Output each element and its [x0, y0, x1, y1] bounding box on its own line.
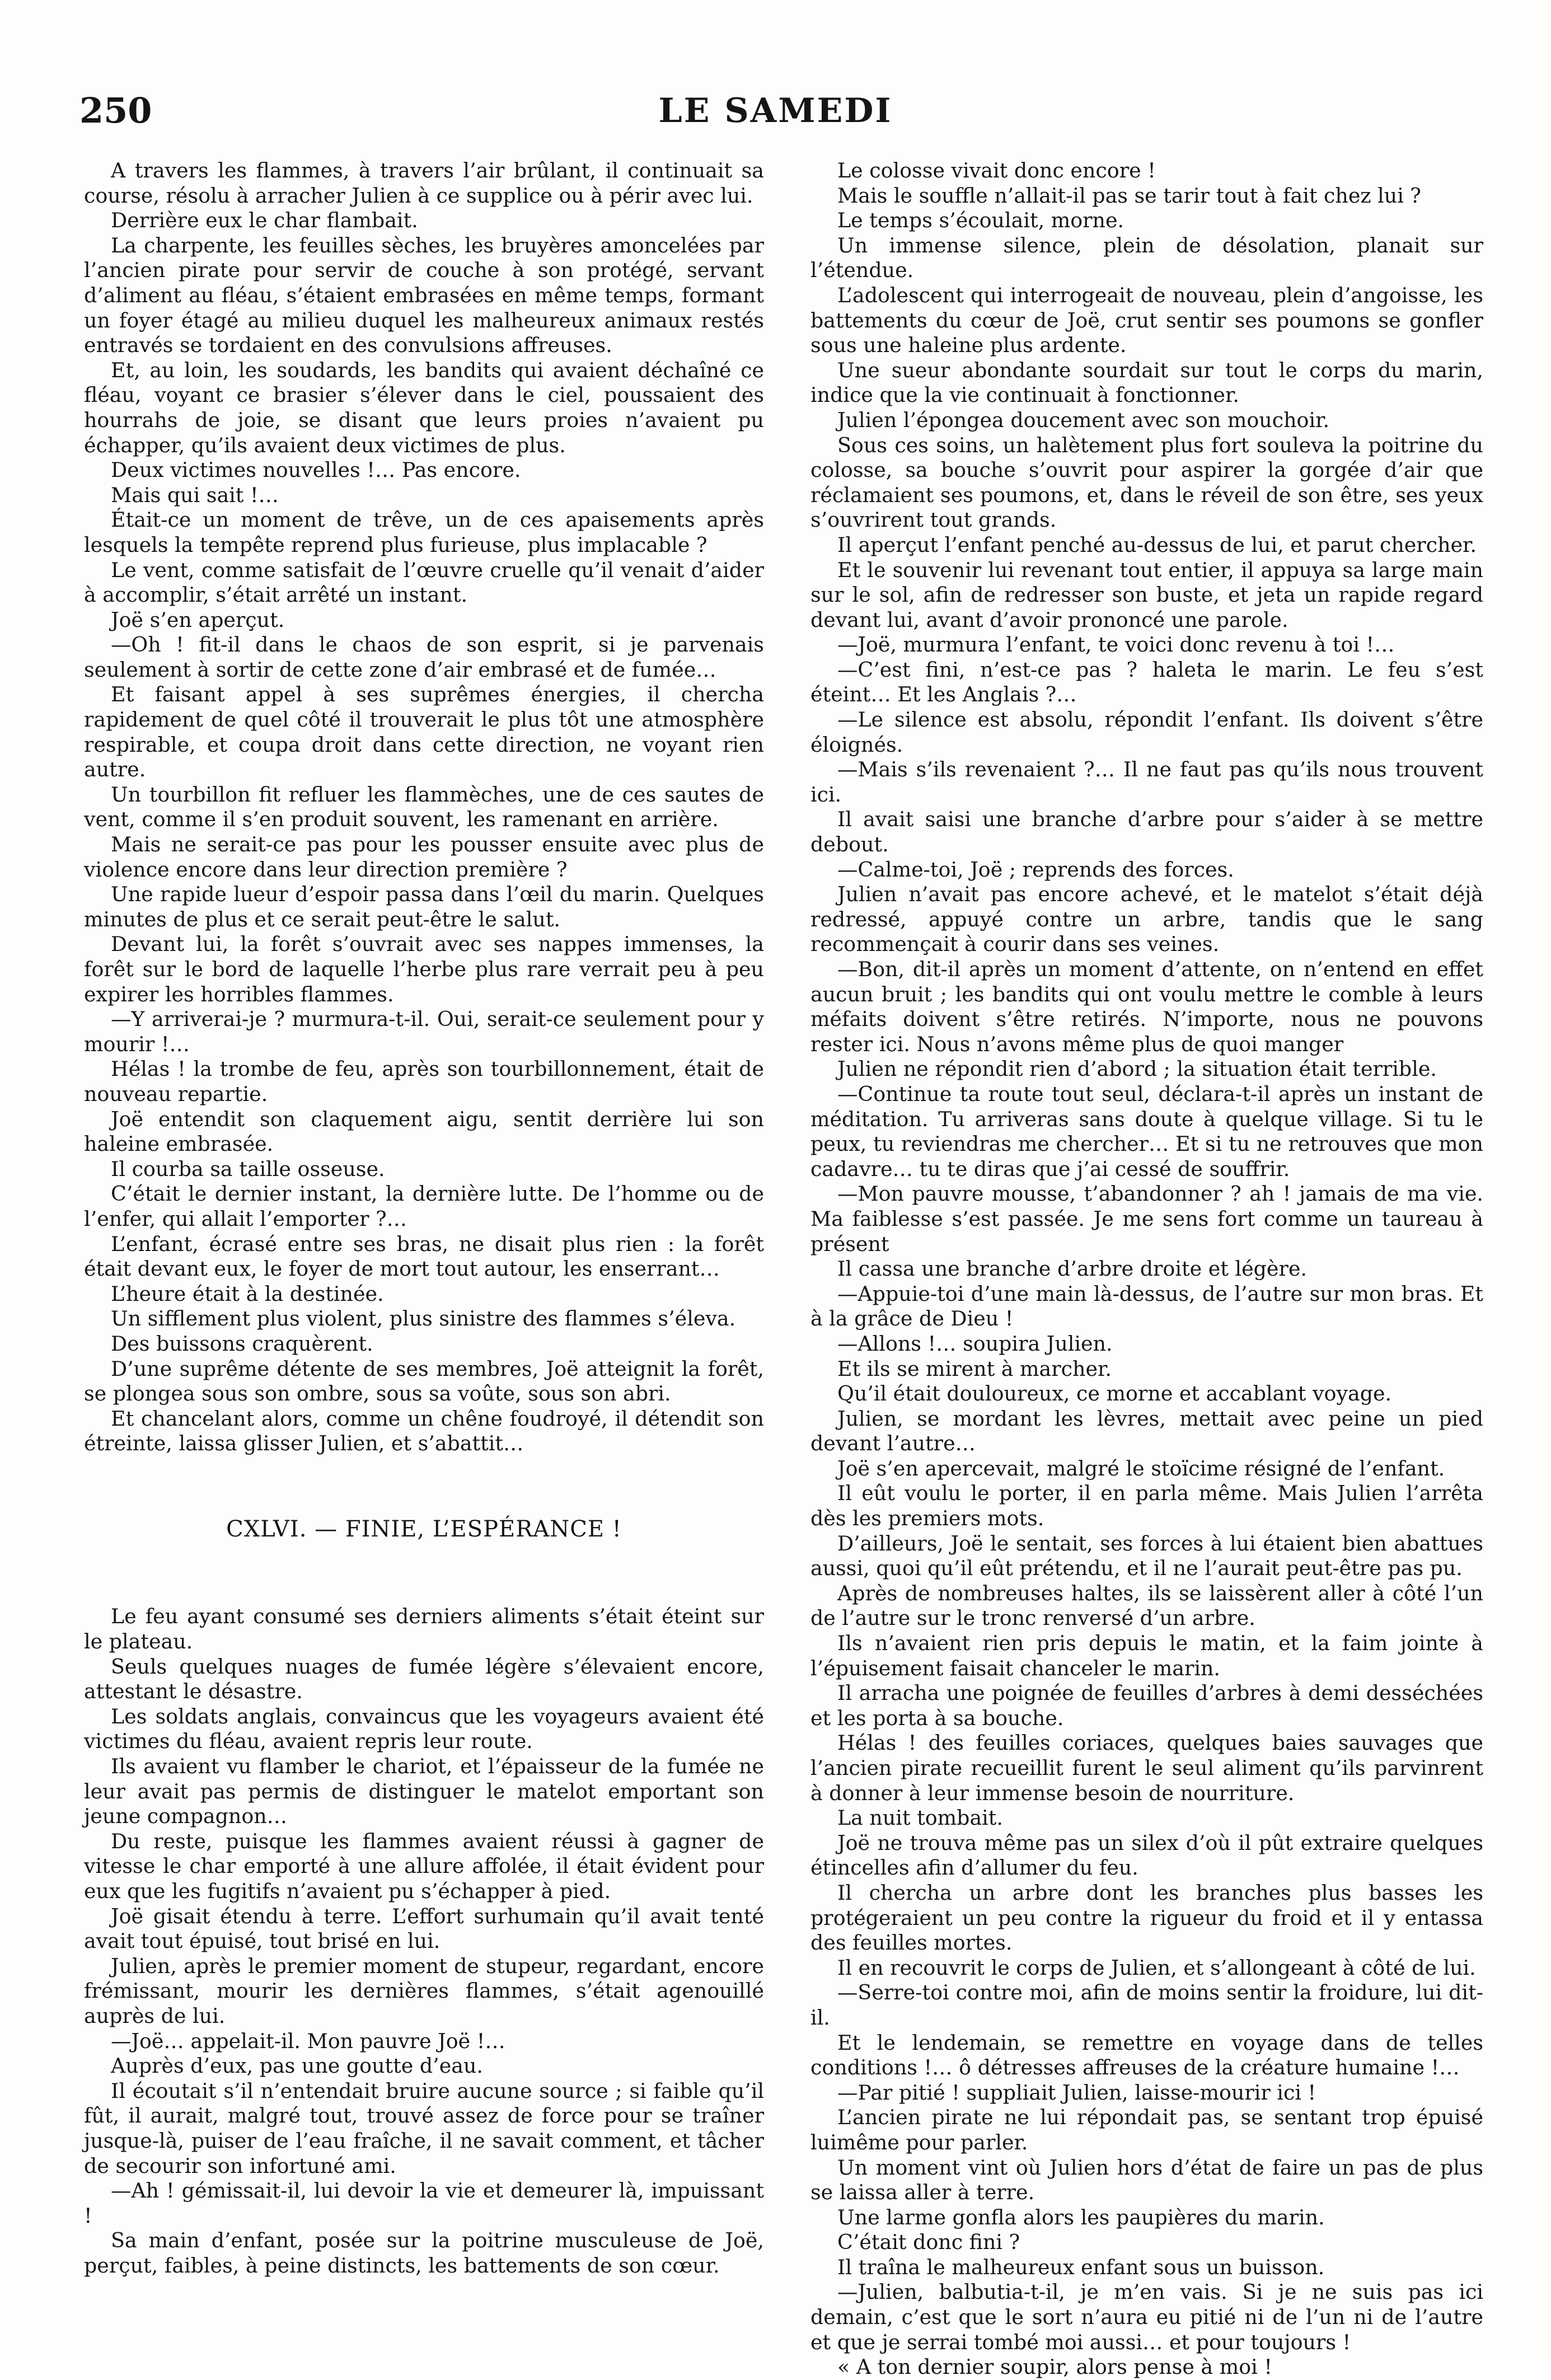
paragraph: Le colosse vivait donc encore ! [837, 158, 1156, 182]
paragraph: —Appuie-toi d’une main là-dessus, de l’autre sur mon bras. Et à la grâce de Dieu ! [810, 1281, 1483, 1331]
paragraph: La charpente, les feuilles sèches, les bruyères amoncelées par l’ancien pirate pour servir de couche à son protégé, servant d’aliment au fléau, s’étaient embrasées en même temps, formant un foyer étagé au milieu duquel les malheureux animaux restés entravés se tordaient en des convulsions affreuses. [84, 233, 764, 358]
chapter-heading: CXLVI. — FINIE, L’ESPÉRANCE ! [226, 1516, 622, 1542]
paragraph: Joë ne trouva même pas un silex d’où il pût extraire quelques étincelles afin d’allumer du feu. [810, 1830, 1483, 1880]
paragraph: Julien n’avait pas encore achevé, et le matelot s’était déjà redressé, appuyé contre un arbre, tandis que le sang recommençait à courir dans ses veines. [810, 882, 1483, 957]
right-column-body [810, 158, 1483, 2380]
left-column-body-top [84, 158, 764, 1456]
paragraph: —Bon, dit-il après un moment d’attente, on n’entend en effet aucun bruit ; les bandits qui ont voulu mettre le comble à leurs méfaits doivent s’être retirés. N’importe, nous ne pouvons rester ici. Nous n’avons même plus de quoi manger [810, 957, 1483, 1056]
paragraph: Et le souvenir lui revenant tout entier, il appuya sa large main sur le sol, afin de redresser son buste, et jeta un rapide regard devant lui, avant d’avoir prononcé une parole. [810, 557, 1483, 632]
paragraph: D’ailleurs, Joë le sentait, ses forces à lui étaient bien abattues aussi, quoi qu’il eût prétendu, et il ne l’aurait peut-être pas pu. [810, 1531, 1483, 1581]
paragraph: —Y arriverai-je ? murmura-t-il. Oui, serait-ce seulement pour y mourir !… [84, 1007, 764, 1056]
paragraph: Derrière eux le char flambait. [111, 208, 418, 233]
paragraph: —Par pitié ! suppliait Julien, laisse-mourir ici ! [837, 2080, 1316, 2105]
paragraph: Qu’il était douloureux, ce morne et accablant voyage. [837, 1381, 1392, 1406]
paragraph: Le temps s’écoulait, morne. [837, 208, 1124, 233]
paragraph: —C’est fini, n’est-ce pas ? haleta le marin. Le feu s’est éteint… Et les Anglais ?… [810, 657, 1483, 707]
paragraph: Devant lui, la forêt s’ouvrait avec ses nappes immenses, la forêt sur le bord de laquelle l’herbe plus rare verrait peu à peu expirer les horribles flammes. [84, 932, 764, 1006]
paragraph: Il aperçut l’enfant penché au-dessus de lui, et parut chercher. [837, 532, 1477, 557]
paragraph: —Continue ta route tout seul, déclara-t-il après un instant de méditation. Tu arriveras sans doute à quelque village. Si tu le peux, tu reviendras me chercher… Et si tu ne retrouves que mon cadavre… tu te diras que j’ai cessé de souffrir. [810, 1081, 1483, 1181]
paragraph: Joë gisait étendu à terre. L’effort surhumain qu’il avait tenté avait tout épuisé, tout brisé en lui. [84, 1904, 764, 1953]
paragraph: Joë s’en aperçut. [111, 607, 285, 632]
paragraph: Ils avaient vu flamber le chariot, et l’épaisseur de la fumée ne leur avait pas permis de distinguer le matelot emportant son jeune compagnon… [84, 1754, 764, 1829]
paragraph: —Joë, murmura l’enfant, te voici donc revenu à toi !… [837, 633, 1395, 657]
paragraph: Des buissons craquèrent. [111, 1331, 373, 1356]
paragraph: Sous ces soins, un halètement plus fort souleva la poitrine du colosse, sa bouche s’ouvrit pour aspirer la gorgée d’air que réclamaient ses poumons, et, dans le réveil de son être, ses yeux s’ouvrirent tout grands. [810, 433, 1483, 532]
paragraph: Et faisant appel à ses suprêmes énergies, il chercha rapidement de quel côté il trouverait le plus tôt une atmosphère respirable, et coupa droit dans cette direction, ne voyant rien autre. [84, 682, 764, 782]
page-number: 250 [79, 90, 152, 131]
paragraph: —Ah ! gémissait-il, lui devoir la vie et demeurer là, impuissant ! [84, 2178, 764, 2228]
paragraph: Il chercha un arbre dont les branches plus basses les protégeraient un peu contre la rigueur du froid et il y entassa des feuilles mortes. [810, 1880, 1483, 1955]
paragraph: Sa main d’enfant, posée sur la poitrine musculeuse de Joë, perçut, faibles, à peine distincts, les battements de son cœur. [84, 2228, 764, 2278]
paragraph: Il écoutait s’il n’entendait bruire aucune source ; si faible qu’il fût, il aurait, malgré tout, trouvé assez de force pour se traîner jusque-là, puiser de l’eau fraîche, il ne savait comment, et tâcher de secourir son infortuné ami. [84, 2078, 764, 2178]
paragraph: Un immense silence, plein de désolation, planait sur l’étendue. [810, 233, 1483, 283]
paragraph: —Joë… appelait-il. Mon pauvre Joë !… [111, 2028, 505, 2053]
left-column-body-bottom [84, 1604, 764, 2278]
running-title: LE SAMEDI [658, 91, 893, 130]
paragraph: Et ils se mirent à marcher. [837, 1356, 1112, 1381]
paragraph: Mais qui sait !… [111, 482, 279, 507]
paragraph: —Oh ! fit-il dans le chaos de son esprit, si je parvenais seulement à sortir de cette zone d’air embrasé et de fumée… [84, 633, 764, 682]
paragraph: L’ancien pirate ne lui répondait pas, se sentant trop épuisé luimême pour parler. [810, 2105, 1483, 2154]
left-column [84, 158, 764, 2279]
right-column [810, 158, 1483, 2380]
paragraph: Un tourbillon fit refluer les flammèches, une de ces sautes de vent, comme il s’en produit souvent, les ramenant en arrière. [84, 782, 764, 832]
paragraph: Auprès d’eux, pas une goutte d’eau. [111, 2054, 483, 2078]
paragraph: Mais le souffle n’allait-il pas se tarir tout à fait chez lui ? [837, 183, 1421, 208]
paragraph: Julien, se mordant les lèvres, mettait avec peine un pied devant l’autre… [810, 1406, 1483, 1456]
paragraph: —Le silence est absolu, répondit l’enfant. Ils doivent s’être éloignés. [810, 708, 1483, 757]
paragraph: Un sifflement plus violent, plus sinistre des flammes s’éleva. [111, 1306, 736, 1331]
paragraph: —Julien, balbutia-t-il, je m’en vais. Si je ne suis pas ici demain, c’est que le sort n’aura eu pitié ni de l’un ni de l’autre et que je serrai tombé moi aussi… et pour toujours ! [810, 2280, 1483, 2354]
paragraph: —Allons !… soupira Julien. [837, 1331, 1113, 1356]
page-header [0, 88, 1551, 133]
paragraph: La nuit tombait. [837, 1806, 1003, 1830]
paragraph: Le feu ayant consumé ses derniers aliments s’était éteint sur le plateau. [84, 1604, 764, 1654]
paragraph: L’adolescent qui interrogeait de nouveau, plein d’angoisse, les battements du cœur de Joë, crut sentir ses poumons se gonfler sous une haleine plus ardente. [810, 283, 1483, 358]
paragraph: Hélas ! des feuilles coriaces, quelques baies sauvages que l’ancien pirate recueillit furent le seul aliment qu’ils parvinrent à donner à leur immense besoin de nourriture. [810, 1731, 1483, 1805]
paragraph: Et chancelant alors, comme un chêne foudroyé, il détendit son étreinte, laissa glisser Julien, et s’abattit… [84, 1406, 764, 1456]
paragraph: Après de nombreuses haltes, ils se laissèrent aller à côté l’un de l’autre sur le tronc renversé d’un arbre. [810, 1581, 1483, 1631]
paragraph: Deux victimes nouvelles !… Pas encore. [111, 458, 521, 482]
paragraph: Une sueur abondante sourdait sur tout le corps du marin, indice que la vie continuait à fonctionner. [810, 358, 1483, 407]
paragraph: Un moment vint où Julien hors d’état de faire un pas de plus se laissa aller à terre. [810, 2155, 1483, 2205]
paragraph: Il avait saisi une branche d’arbre pour s’aider à se mettre debout. [810, 807, 1483, 857]
paragraph: Une rapide lueur d’espoir passa dans l’œil du marin. Quelques minutes de plus et ce serait peut-être le salut. [84, 882, 764, 931]
paragraph: Il traîna le malheureux enfant sous un buisson. [837, 2255, 1325, 2279]
paragraph: L’heure était à la destinée. [111, 1281, 384, 1306]
paragraph: Il arracha une poignée de feuilles d’arbres à demi desséchées et les porta à sa bouche. [810, 1681, 1483, 1730]
paragraph: Seuls quelques nuages de fumée légère s’élevaient encore, attestant le désastre. [84, 1654, 764, 1704]
paragraph: Et, au loin, les soudards, les bandits qui avaient déchaîné ce fléau, voyant ce brasier s’élever dans le ciel, poussaient des hourrahs de joie, se disant que leurs proies n’avaient pu échapper, qu’ils avaient deux victimes de plus. [84, 358, 764, 457]
paragraph: —Calme-toi, Joë ; reprends des forces. [837, 857, 1234, 882]
paragraph: D’une suprême détente de ses membres, Joë atteignit la forêt, se plongea sous son ombre, sous sa voûte, sous son abri. [84, 1356, 764, 1406]
paragraph: Il courba sa taille osseuse. [111, 1156, 385, 1181]
paragraph: Mais ne serait-ce pas pour les pousser ensuite avec plus de violence encore dans leur direction première ? [84, 832, 764, 882]
paragraph: —Serre-toi contre moi, afin de moins sentir la froidure, lui dit-il. [810, 1980, 1483, 2030]
paragraph: Joë entendit son claquement aigu, sentit derrière lui son haleine embrasée. [84, 1107, 764, 1156]
paragraph: A travers les flammes, à travers l’air brûlant, il continuait sa course, résolu à arracher Julien à ce supplice ou à périr avec lui. [84, 158, 764, 208]
paragraph: Il cassa une branche d’arbre droite et légère. [837, 1257, 1307, 1281]
paragraph: —Mais s’ils revenaient ?… Il ne faut pas qu’ils nous trouvent ici. [810, 757, 1483, 807]
paragraph: C’était donc fini ? [837, 2230, 1020, 2255]
paragraph: Et le lendemain, se remettre en voyage dans de telles conditions !… ô détresses affreuses de la créature humaine !… [810, 2030, 1483, 2080]
paragraph: Joë s’en apercevait, malgré le stoïcime résigné de l’enfant. [837, 1456, 1445, 1481]
paragraph: Une larme gonfla alors les paupières du marin. [837, 2205, 1325, 2229]
paragraph: Ils n’avaient rien pris depuis le matin, et la faim jointe à l’épuisement faisait chanceler le marin. [810, 1631, 1483, 1680]
paragraph: Le vent, comme satisfait de l’œuvre cruelle qu’il venait d’aider à accomplir, s’était arrêté un instant. [84, 557, 764, 607]
paragraph: Il en recouvrit le corps de Julien, et s’allongeant à côté de lui. [837, 1955, 1476, 1980]
paragraph: Du reste, puisque les flammes avaient réussi à gagner de vitesse le char emporté à une allure affolée, il était évident pour eux que les fugitifs n’avaient pu s’échapper à pied. [84, 1829, 764, 1903]
paragraph: Les soldats anglais, convaincus que les voyageurs avaient été victimes du fléau, avaient repris leur route. [84, 1704, 764, 1754]
paragraph: Hélas ! la trombe de feu, après son tourbillonnement, était de nouveau repartie. [84, 1057, 764, 1106]
paragraph: Julien ne répondit rien d’abord ; la situation était terrible. [837, 1057, 1437, 1081]
paragraph: —Mon pauvre mousse, t’abandonner ? ah ! jamais de ma vie. Ma faiblesse s’est passée. Je me sens fort comme un taureau à présent [810, 1182, 1483, 1256]
paragraph: L’enfant, écrasé entre ses bras, ne disait plus rien : la forêt était devant eux, le foyer de mort tout autour, les enserrant… [84, 1231, 764, 1281]
paragraph: « A ton dernier soupir, alors pense à moi ! [837, 2355, 1272, 2379]
paragraph: Julien, après le premier moment de stupeur, regardant, encore frémissant, mourir les dernières flammes, s’était agenouillé auprès de lui. [84, 1953, 764, 2028]
paragraph: C’était le dernier instant, la dernière lutte. De l’homme ou de l’enfer, qui allait l’emporter ?… [84, 1182, 764, 1231]
paragraph: Il eût voulu le porter, il en parla même. Mais Julien l’arrêta dès les premiers mots. [810, 1481, 1483, 1531]
paragraph: Était-ce un moment de trêve, un de ces apaisements après lesquels la tempête reprend plus furieuse, plus implacable ? [84, 508, 764, 557]
paragraph: Julien l’épongea doucement avec son mouchoir. [837, 407, 1330, 432]
